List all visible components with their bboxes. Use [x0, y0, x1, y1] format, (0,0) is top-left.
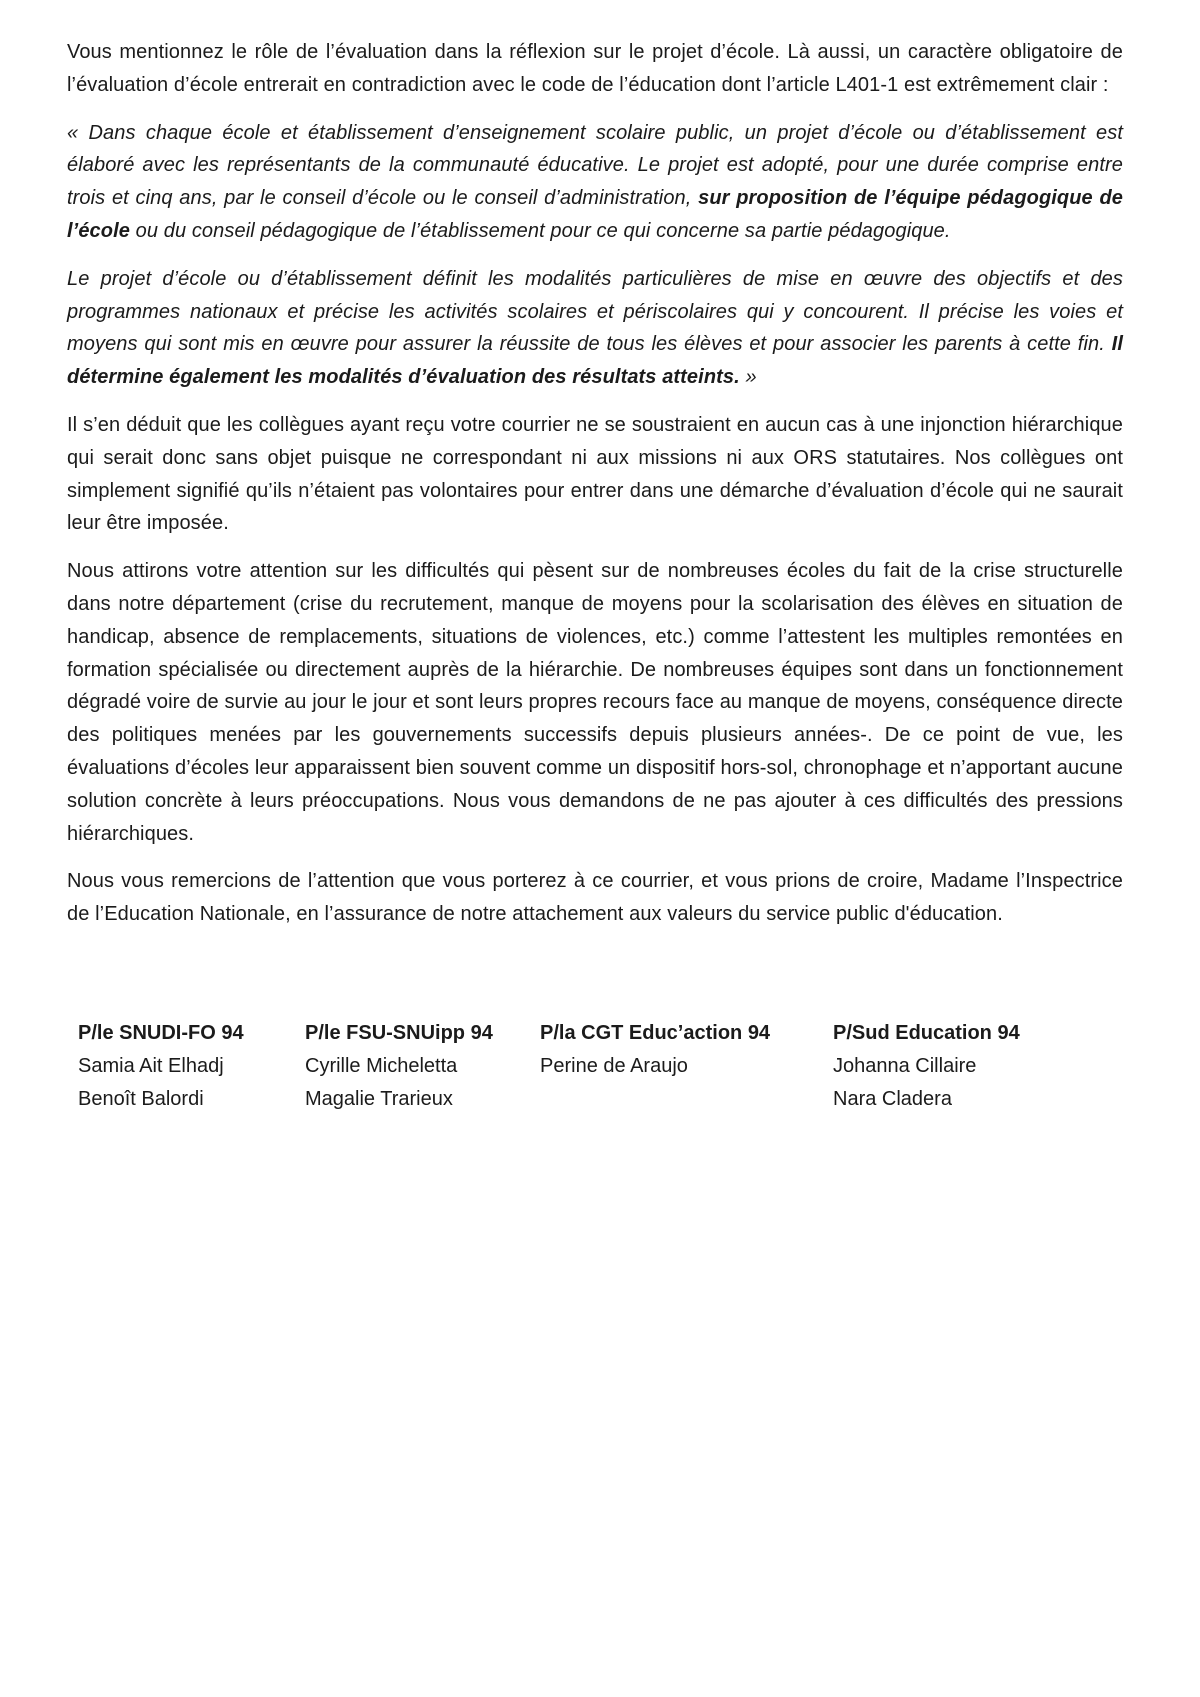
text-run: sur proposition de l’équipe pédagogique de l’école: [67, 187, 1123, 242]
signature-block: [78, 1017, 1123, 1116]
text-run: Vous mentionnez le rôle de l’évaluation dans la réflexion sur le projet d’école. Là aussi, un caractère obligatoire de l’évaluation d’école entrerait en contradiction avec le code de l’éducation dont l’article L401-1 est extrêmement clair :: [67, 41, 1123, 96]
signature-column: [78, 1017, 305, 1116]
signature-column: [540, 1017, 833, 1116]
signature-org: P/le FSU-SNUipp 94: [305, 1021, 493, 1044]
signature-column: [833, 1017, 1123, 1116]
signature-name: Cyrille Micheletta: [305, 1054, 458, 1077]
text-run: Le projet d’école ou d’établissement définit les modalités particulières de mise en œuvre des objectifs et des programmes nationaux et précise les activités scolaires et périscolaires qui y concourent. Il précise les voies et moyens qui sont mis en œuvre pour assurer la réussite de tous les élèves et pour associer les parents à cette fin.: [67, 267, 1123, 356]
text-run: »: [739, 366, 757, 389]
quote-paragraph: [67, 263, 1123, 394]
text-run: ou du conseil pédagogique de l’établissement pour ce qui concerne sa partie pédagogique.: [129, 219, 951, 242]
text-run: Nous vous remercions de l’attention que vous porterez à ce courrier, et vous prions de croire, Madame l’Inspectrice de l’Education Nationale, en l’assurance de notre attachement aux valeurs du service public d'éducation.: [67, 870, 1123, 926]
signature-name: Benoît Balordi: [78, 1087, 204, 1110]
signature-org: P/Sud Education 94: [833, 1021, 1020, 1044]
letter-body: [67, 36, 1123, 931]
signature-name: Samia Ait Elhadj: [78, 1054, 224, 1077]
paragraph: [67, 36, 1123, 102]
paragraph: [67, 409, 1123, 540]
paragraph: [67, 865, 1123, 931]
signature-name: Johanna Cillaire: [833, 1054, 977, 1077]
text-run: Nous attirons votre attention sur les difficultés qui pèsent sur de nombreuses écoles du fait de la crise structurelle dans notre département (crise du recrutement, manque de moyens pour la scolarisation des élèves en situation de handicap, absence de remplacements, situations de violences, etc.) comme l’attestent les multiples remontées en formation spécialisée ou directement auprès de la hiérarchie. De nombreuses équipes sont dans un fonctionnement dégradé voire de survie au jour le jour et sont leurs propres recours face au manque de moyens, conséquence directe des politiques menées par les gouvernements successifs depuis plusieurs années-. De ce point de vue, les évaluations d’écoles leur apparaissent bien souvent comme un dispositif hors-sol, chronophage et n’apportant aucune solution concrète à leurs préoccupations. Nous vous demandons de ne pas ajouter à ces difficultés des pressions hiérarchiques.: [67, 560, 1123, 845]
paragraph: [67, 555, 1123, 850]
signature-org: P/la CGT Educ’action 94: [540, 1021, 771, 1044]
signature-name: Magalie Trarieux: [305, 1087, 453, 1110]
signature-org: P/le SNUDI-FO 94: [78, 1021, 244, 1044]
signature-name: Nara Cladera: [833, 1087, 952, 1110]
quote-paragraph: [67, 117, 1123, 248]
text-run: Il détermine également les modalités d’évaluation des résultats atteints.: [67, 333, 1123, 389]
signature-column: [305, 1017, 540, 1116]
text-run: « Dans chaque école et établissement d’enseignement scolaire public, un projet d’école ou d’établissement est élaboré avec les représentants de la communauté éducative. Le projet est adopté, pour une durée comprise entre trois et cinq ans, par le conseil d’école ou le conseil d’administration,: [67, 121, 1123, 210]
signature-name: Perine de Araujo: [540, 1054, 688, 1077]
text-run: Il s’en déduit que les collègues ayant reçu votre courrier ne se soustraient en aucun cas à une injonction hiérarchique qui serait donc sans objet puisque ne correspondant ni aux missions ni aux ORS statutaires. Nos collègues ont simplement signifié qu’ils n’étaient pas volontaires pour entrer dans une démarche d’évaluation d’école qui ne saurait leur être imposée.: [67, 413, 1123, 535]
